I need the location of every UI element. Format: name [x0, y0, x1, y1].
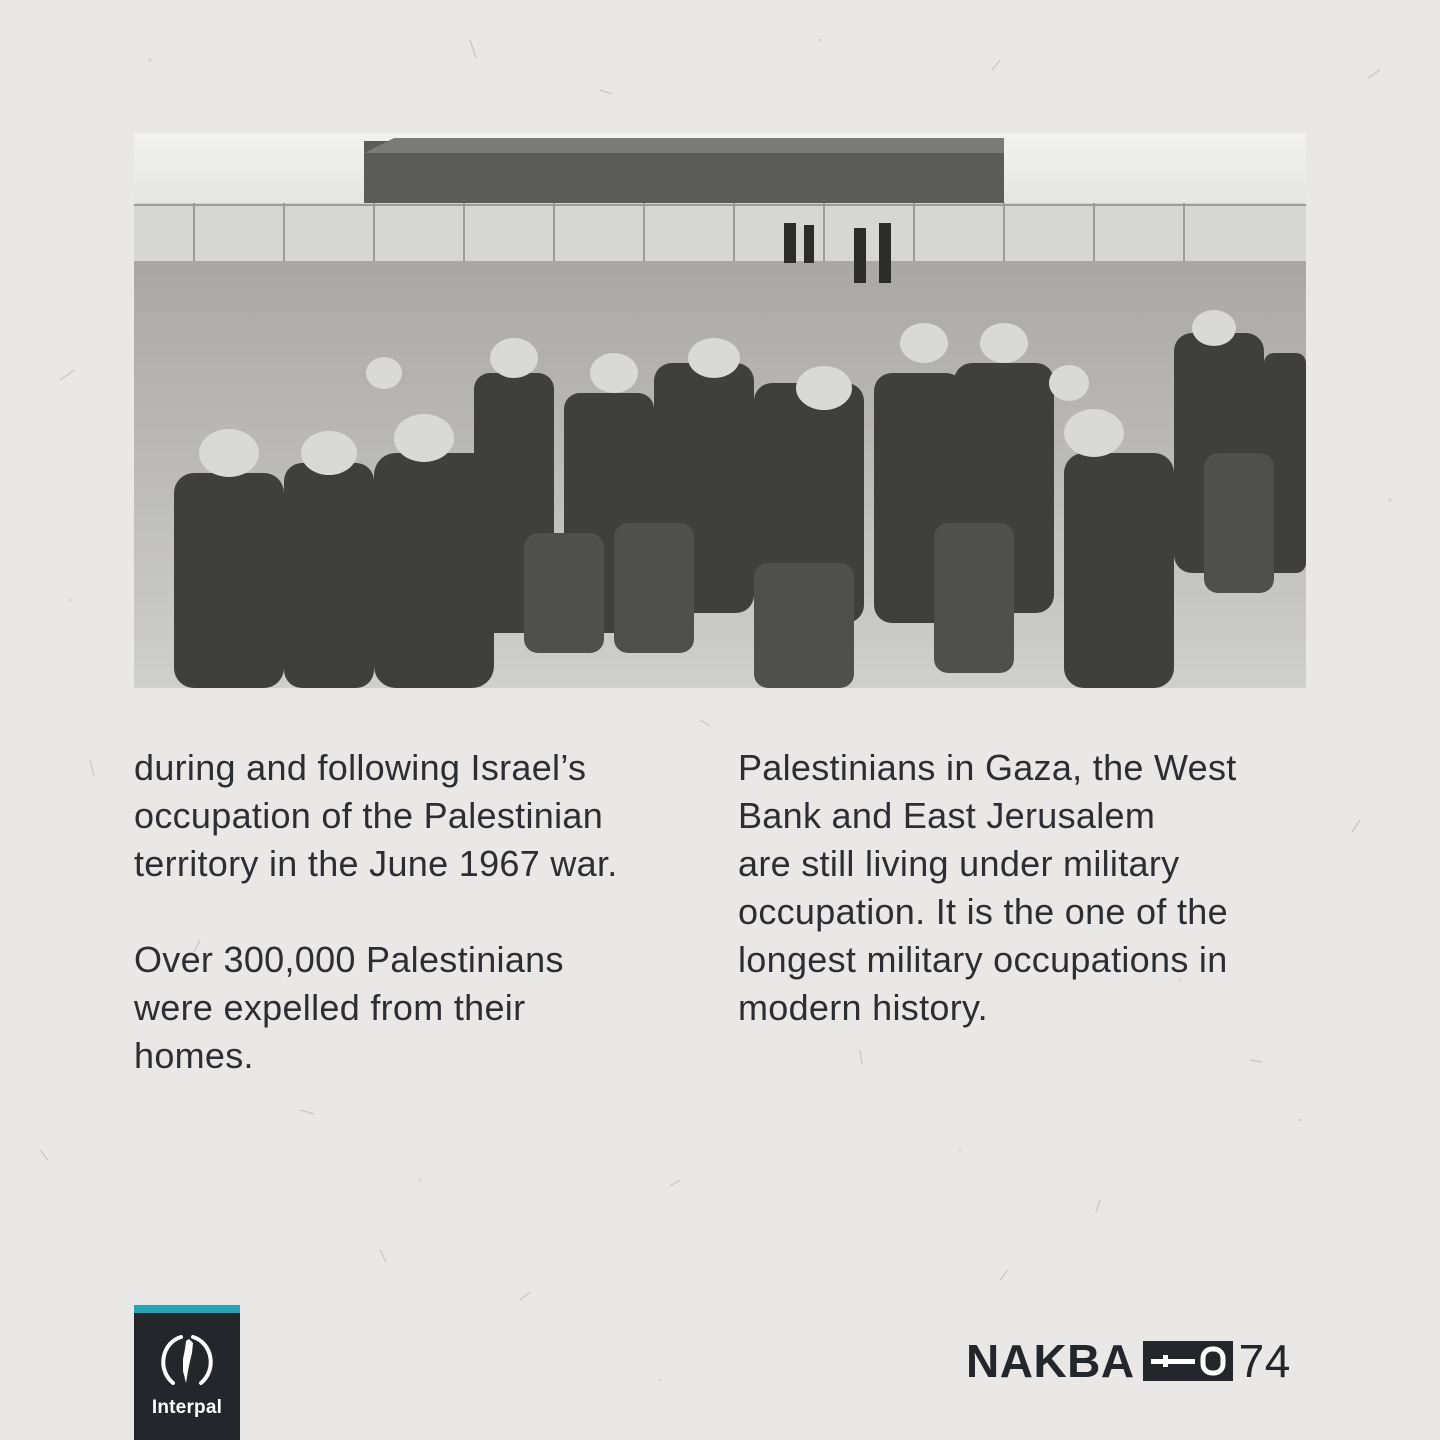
historical-photo	[134, 133, 1306, 688]
right-paragraph-1: Palestinians in Gaza, the West Bank and East Jerusalem are still living under military occupation. It is the one of the longest military occupations in modern history.	[738, 747, 1237, 1028]
nakba-number: 74	[1238, 1335, 1291, 1387]
left-paragraph-1: during and following Israel’s occupation of the Palestinian territory in the June 1967 war.	[134, 747, 618, 884]
palestine-map-icon	[159, 1331, 215, 1391]
archival-photo-icon	[134, 133, 1306, 688]
interpal-logo	[134, 1305, 240, 1440]
left-paragraph-2: Over 300,000 Palestinians were expelled from their homes.	[134, 939, 564, 1076]
nakba-74-mark	[966, 1335, 1291, 1387]
nakba-word: NAKBA	[966, 1335, 1135, 1387]
logo-text: Interpal	[151, 1397, 223, 1418]
left-column	[134, 744, 704, 1080]
key-icon	[1143, 1341, 1233, 1381]
right-column	[738, 744, 1308, 1032]
